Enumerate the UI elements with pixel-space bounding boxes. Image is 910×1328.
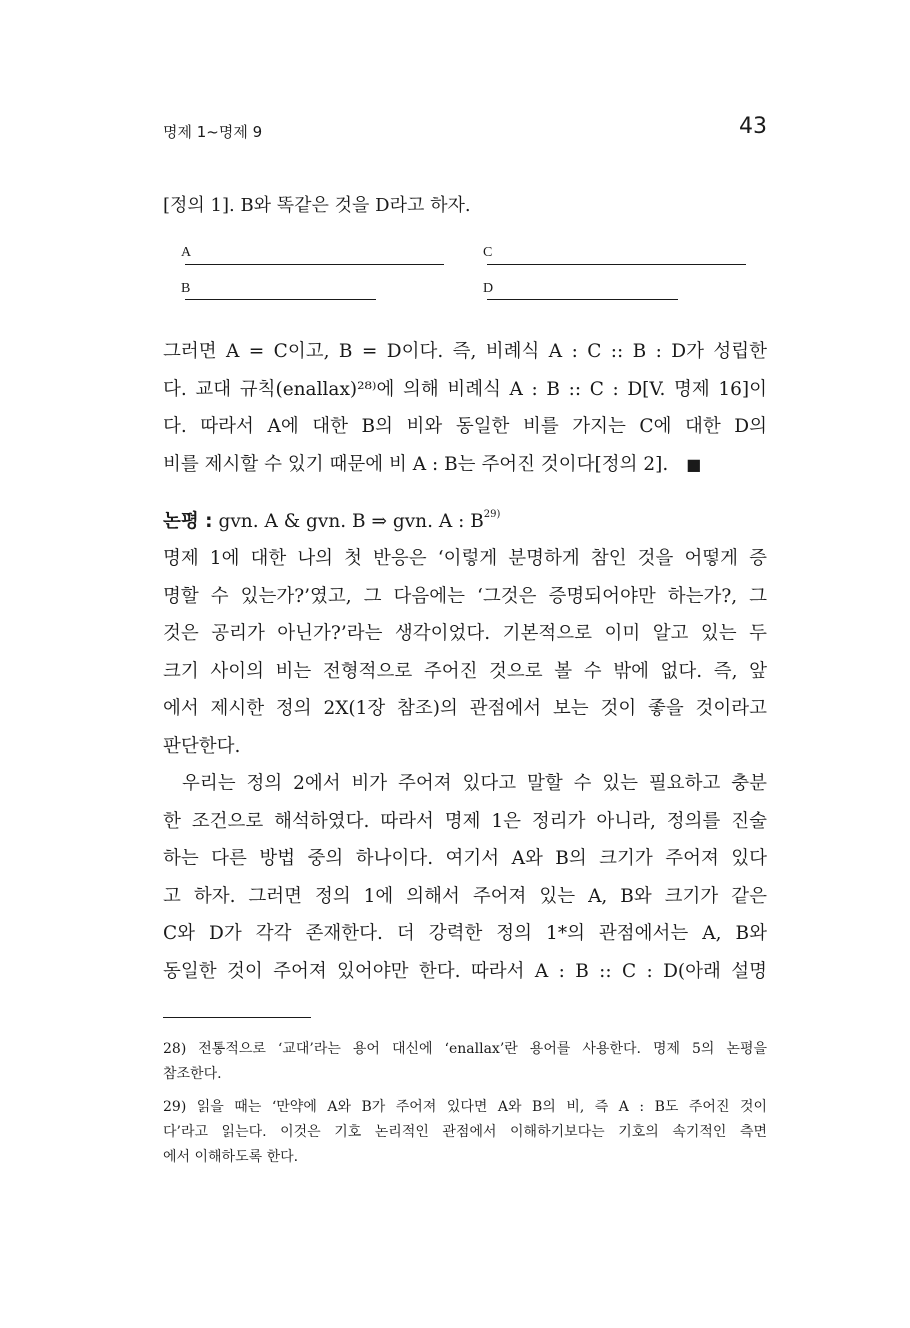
footnote-rule [163,1017,311,1018]
footnote-ref-29: 29) [483,509,501,520]
segment-label-a: A [181,245,192,260]
footnote-line: 참조한다. [163,1066,222,1082]
qed-symbol: ■ [686,454,702,474]
proof-line: 다. 교대 규칙(enallax)²⁸⁾에 의해 비례식 A : B :: C : D[V. 명제 16]이 [163,378,767,400]
comment-line: 판단한다. [163,735,241,757]
proof-paragraph [163,333,767,483]
definition-text: [정의 1]. B와 똑같은 것을 D라고 하자. [163,195,471,216]
comment-line: 명할 수 있는가?’였고, 그 다음에는 ‘그것은 증명되어야만 하는가?, 그 [163,585,767,607]
footnote-28 [163,1037,767,1087]
segment-d [487,299,678,300]
segment-b [185,299,376,300]
segment-label-d: D [483,281,494,296]
comment-line: 에서 제시한 정의 2X(1장 참조)의 관점에서 보는 것이 좋을 것이라고 [163,698,767,719]
segment-c [487,264,746,265]
comment-label: 논평 : [163,511,213,532]
footnote-line: 28) 전통적으로 ‘교대’라는 용어 대신에 ‘enallax’란 용어를 사용한다. 명제 5의 논평을 [163,1041,767,1057]
body-line: C와 D가 각각 존재한다. 더 강력한 정의 1*의 관점에서는 A, B와 [163,923,767,944]
footnote-line: 29) 읽을 때는 ‘만약에 A와 B가 주어져 있다면 A와 B의 비, 즉 A : B도 주어진 것이 [163,1099,767,1115]
comment-heading [163,507,500,533]
segment-a [185,264,444,265]
footnote-29 [163,1095,767,1170]
body-paragraph [163,765,767,990]
proof-line: 다. 따라서 A에 대한 B의 비와 동일한 비를 가지는 C에 대한 D의 [163,416,767,437]
segment-label-c: C [483,245,493,260]
segment-label-b: B [181,281,191,296]
running-title: 명제 1~명제 9 [163,123,263,141]
comment-paragraph [163,540,767,765]
body-line: 한 조건으로 해석하였다. 따라서 명제 1은 정리가 아니라, 정의를 진술 [163,810,767,832]
comment-formula: gvn. A & gvn. B ⇒ gvn. A : B [218,511,484,532]
comment-line: 명제 1에 대한 나의 첫 반응은 ‘이렇게 분명하게 참인 것을 어떻게 증 [163,548,767,569]
footnote-line: 다’라고 읽는다. 이것은 기호 논리적인 관점에서 이해하기보다는 기호의 속기적인 측면 [163,1124,767,1140]
body-line: 동일한 것이 주어져 있어야만 한다. 따라서 A : B :: C : D(아래 설명 [163,960,767,982]
proof-line-last [163,446,767,484]
comment-line: 것은 공리가 아닌가?’라는 생각이었다. 기본적으로 이미 알고 있는 두 [163,623,767,644]
body-line: 하는 다른 방법 중의 하나이다. 여기서 A와 B의 크기가 주어져 있다 [163,848,767,869]
body-line: 고 하자. 그러면 정의 1에 의해서 주어져 있는 A, B와 크기가 같은 [163,885,767,907]
page-number: 43 [739,114,767,139]
body-line: 우리는 정의 2에서 비가 주어져 있다고 말할 수 있는 필요하고 충분 [182,773,767,794]
proof-line: 그러면 A = C이고, B = D이다. 즉, 비례식 A : C :: B : D가 성립한 [163,341,767,362]
footnote-line: 에서 이해하도록 한다. [163,1149,299,1165]
proof-line: 비를 제시할 수 있기 때문에 비 A : B는 주어진 것이다[정의 2]. [163,453,669,475]
comment-line: 크기 사이의 비는 전형적으로 주어진 것으로 볼 수 밖에 없다. 즉, 앞 [163,660,767,682]
